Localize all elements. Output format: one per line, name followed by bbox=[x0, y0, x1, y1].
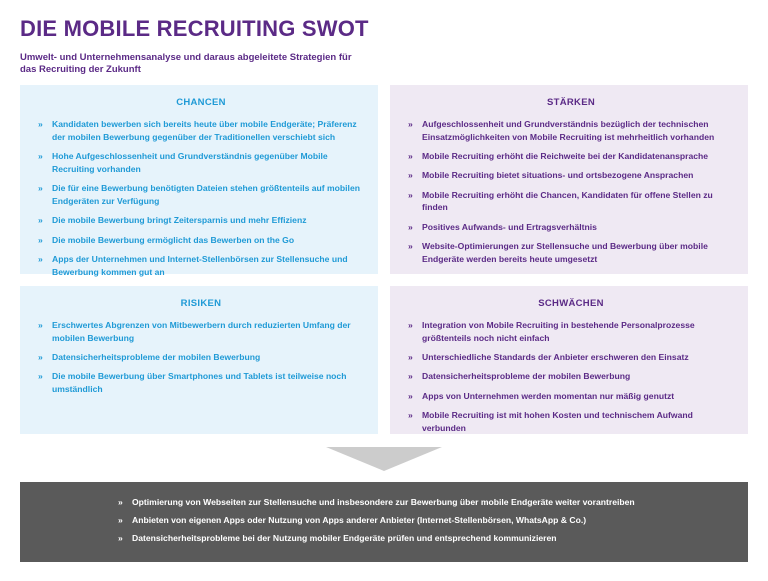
list-item bbox=[408, 221, 734, 234]
swot-box-chancen bbox=[20, 85, 378, 277]
list-item bbox=[38, 150, 364, 176]
bullet-icon: » bbox=[408, 170, 413, 181]
bullet-icon: » bbox=[408, 352, 413, 363]
list-item bbox=[38, 351, 364, 364]
list-item bbox=[118, 514, 728, 526]
bullet-icon: » bbox=[38, 234, 43, 245]
bullet-icon: » bbox=[38, 119, 43, 129]
list-item-text: Anbieten von eigenen Apps oder Nutzung von Apps anderer Anbieter (Internet-Stellenbörsen, WhatsApp & Co.) bbox=[132, 515, 587, 525]
risiken-list bbox=[38, 319, 364, 396]
list-item bbox=[118, 496, 728, 508]
list-item bbox=[38, 182, 364, 208]
list-item-text: Datensicherheitsprobleme der mobilen Bewerbung bbox=[52, 352, 261, 363]
list-item bbox=[408, 150, 734, 163]
bullet-icon: » bbox=[38, 215, 43, 226]
bullet-icon: » bbox=[38, 371, 43, 382]
down-arrow-icon bbox=[326, 447, 442, 471]
list-item-text: Website-Optimierungen zur Stellensuche und Bewerbung über mobile Endgeräte werden bereits heute umgesetzt bbox=[422, 241, 708, 264]
list-item bbox=[38, 253, 364, 279]
page-title: DIE MOBILE RECRUITING SWOT bbox=[20, 16, 369, 41]
list-item-text: Apps der Unternehmen und Internet-Stellenbörsen zur Stellensuche und Bewerbung kommen gut an bbox=[52, 253, 348, 277]
list-item bbox=[408, 169, 734, 182]
list-item-text: Kandidaten bewerben sich bereits heute über mobile Endgeräte; Präferenz der mobilen Bewerbung gegenüber der Traditionellen verschiebt sich bbox=[52, 119, 357, 142]
bullet-icon: » bbox=[408, 189, 413, 200]
list-item bbox=[38, 214, 364, 227]
list-item-text: Mobile Recruiting erhöht die Reichweite bei der Kandidatenansprache bbox=[422, 151, 709, 162]
list-item-text: Positives Aufwands- und Ertragsverhältnis bbox=[422, 221, 597, 232]
list-item-text: Apps von Unternehmen werden momentan nur mäßig genutzt bbox=[422, 390, 675, 401]
strategy-list bbox=[118, 496, 728, 544]
bullet-icon: » bbox=[38, 151, 43, 162]
bullet-icon: » bbox=[38, 352, 43, 363]
list-item bbox=[408, 189, 734, 215]
list-item-text: Integration von Mobile Recruiting in bestehende Personalprozesse größtenteils noch nicht einfach bbox=[422, 320, 695, 343]
list-item bbox=[408, 118, 734, 144]
list-item-text: Optimierung von Webseiten zur Stellensuche und insbesondere zur Bewerbung über mobile Endgeräte weiter vorantreiben bbox=[132, 497, 635, 507]
list-item-text: Mobile Recruiting erhöht die Chancen, Kandidaten für offene Stellen zu finden bbox=[422, 189, 713, 213]
list-item bbox=[408, 370, 734, 383]
swot-box-risiken bbox=[20, 286, 378, 434]
list-item-text: Die mobile Bewerbung ermöglicht das Bewerben on the Go bbox=[52, 234, 295, 245]
bullet-icon: » bbox=[118, 515, 123, 525]
list-item-text: Mobile Recruiting bietet situations- und ortsbezogene Ansprachen bbox=[422, 170, 694, 181]
swot-box-schwaechen bbox=[390, 286, 748, 434]
bullet-icon: » bbox=[408, 151, 413, 162]
chancen-list bbox=[38, 118, 364, 278]
staerken-heading: STÄRKEN bbox=[546, 97, 596, 108]
list-item-text: Unterschiedliche Standards der Anbieter erschweren den Einsatz bbox=[422, 352, 689, 363]
list-item-text: Aufgeschlossenheit und Grundverständnis bezüglich der technischen Einsatzmöglichkeiten von Mobile Recruiting ist mehrheitlich vorhanden bbox=[422, 119, 715, 142]
list-item bbox=[408, 240, 734, 266]
bullet-icon: » bbox=[408, 371, 413, 382]
bullet-icon: » bbox=[38, 183, 43, 194]
swot-box-staerken bbox=[390, 85, 748, 274]
list-item-text: Datensicherheitsprobleme bei der Nutzung mobiler Endgeräte prüfen und entsprechend kommunizieren bbox=[132, 533, 557, 543]
bullet-icon: » bbox=[38, 320, 43, 330]
list-item bbox=[118, 532, 728, 544]
list-item-text: Die für eine Bewerbung benötigten Dateien stehen größtenteils auf mobilen Endgeräten zur Verfügung bbox=[52, 183, 360, 206]
strategy-box bbox=[20, 482, 748, 562]
list-item-text: Erschwertes Abgrenzen von Mitbewerbern durch reduzierten Umfang der mobilen Bewerbung bbox=[52, 320, 351, 343]
list-item bbox=[408, 390, 734, 403]
list-item-text: Die mobile Bewerbung bringt Zeitersparnis und mehr Effizienz bbox=[52, 215, 307, 226]
list-item bbox=[408, 409, 734, 435]
bullet-icon: » bbox=[118, 533, 123, 543]
bullet-icon: » bbox=[408, 409, 413, 420]
bullet-icon: » bbox=[38, 253, 43, 264]
schwaechen-list bbox=[408, 319, 734, 435]
list-item-text: Die mobile Bewerbung über Smartphones und Tablets ist teilweise noch umständlich bbox=[52, 371, 347, 395]
list-item-text: Datensicherheitsprobleme der mobilen Bewerbung bbox=[422, 371, 631, 382]
page-subtitle: Umwelt- und Unternehmensanalyse und daraus abgeleitete Strategien für das Recruiting der Zukunft bbox=[20, 52, 352, 75]
bullet-icon: » bbox=[408, 221, 413, 232]
list-item bbox=[408, 351, 734, 364]
list-item bbox=[38, 234, 364, 247]
list-item bbox=[38, 370, 364, 396]
chancen-heading: CHANCEN bbox=[176, 97, 226, 108]
list-item-text: Hohe Aufgeschlossenheit und Grundverständnis gegenüber Mobile Recruiting vorhanden bbox=[52, 151, 328, 174]
list-item bbox=[408, 319, 734, 345]
bullet-icon: » bbox=[408, 390, 413, 401]
staerken-list bbox=[408, 118, 734, 266]
schwaechen-heading: SCHWÄCHEN bbox=[538, 298, 604, 309]
bullet-icon: » bbox=[118, 497, 123, 507]
bullet-icon: » bbox=[408, 320, 413, 330]
bullet-icon: » bbox=[408, 241, 413, 252]
risiken-heading: RISIKEN bbox=[180, 298, 222, 309]
list-item-text: Mobile Recruiting ist mit hohen Kosten und technischem Aufwand verbunden bbox=[422, 409, 693, 433]
bullet-icon: » bbox=[408, 119, 413, 129]
list-item bbox=[38, 118, 364, 144]
list-item bbox=[38, 319, 364, 345]
